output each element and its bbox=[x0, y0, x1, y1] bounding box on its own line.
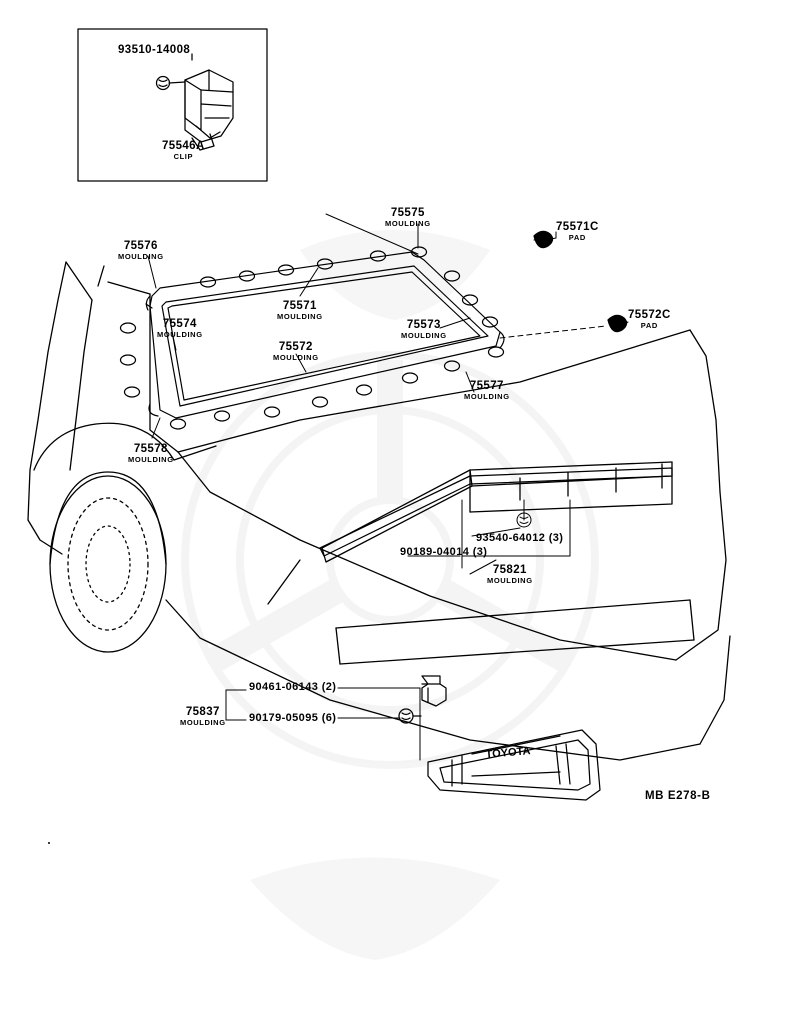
callout-sub: MOULDING bbox=[157, 329, 203, 339]
svg-text:TOYOTA: TOYOTA bbox=[485, 745, 531, 761]
callout-sub: MOULDING bbox=[118, 251, 164, 261]
callout-number: 75571 bbox=[282, 300, 317, 312]
callout-sub: MOULDING bbox=[487, 575, 533, 585]
callout-75572 bbox=[273, 342, 319, 361]
callout-sub: MOULDING bbox=[277, 311, 323, 321]
inset-callout-75546A bbox=[162, 141, 205, 160]
inset-part-number bbox=[118, 45, 190, 57]
callout-sub: PAD bbox=[568, 232, 586, 242]
callout-75578 bbox=[128, 444, 174, 463]
registration-dot bbox=[48, 842, 50, 844]
part-number-text: 90179-05095 (6) bbox=[249, 712, 337, 724]
callout-number: 75821 bbox=[492, 564, 527, 576]
inset-callout-number: 75546A bbox=[162, 140, 205, 152]
inset-part-number-text: 93510-14008 bbox=[118, 44, 191, 56]
callout-sub: MOULDING bbox=[401, 330, 447, 340]
callout-number: 75837 bbox=[185, 706, 220, 718]
callout-75571 bbox=[277, 301, 323, 320]
car-body-outline bbox=[28, 262, 730, 760]
callout-number: 75572C bbox=[628, 309, 671, 321]
back-panel-moulding-part bbox=[428, 730, 600, 800]
part-number-90461-06143 bbox=[249, 682, 336, 693]
callout-sub: MOULDING bbox=[464, 391, 510, 401]
callout-sub: MOULDING bbox=[180, 717, 226, 727]
callout-sub: PAD bbox=[640, 320, 658, 330]
part-number-90189-04014 bbox=[400, 547, 487, 558]
callout-75575 bbox=[385, 208, 431, 227]
callout-number: 75575 bbox=[390, 207, 425, 219]
callout-sub: MOULDING bbox=[273, 352, 319, 362]
callout-number: 75572 bbox=[278, 341, 313, 353]
callout-75576 bbox=[118, 241, 164, 260]
callout-sub: MOULDING bbox=[385, 218, 431, 228]
callout-number: 75578 bbox=[133, 443, 168, 455]
callout-number: 75577 bbox=[469, 380, 504, 392]
pad-parts bbox=[534, 231, 627, 331]
callout-75572C bbox=[628, 310, 671, 329]
part-number-text: 90189-04014 (3) bbox=[400, 546, 488, 558]
part-number-93540-64012 bbox=[476, 533, 563, 544]
part-number-text: 93540-64012 (3) bbox=[476, 532, 564, 544]
inset-callout-sub: CLIP bbox=[173, 151, 194, 161]
diagram-footer-code: MB E278-B bbox=[645, 790, 711, 802]
callout-75577 bbox=[464, 381, 510, 400]
callout-sub: MOULDING bbox=[128, 454, 174, 464]
callout-75573 bbox=[401, 320, 447, 339]
leader-lines bbox=[148, 214, 628, 760]
clip-illustration bbox=[157, 54, 234, 150]
callout-number: 75571C bbox=[556, 221, 599, 233]
callout-75837 bbox=[180, 707, 226, 726]
part-number-90179-05095 bbox=[249, 713, 336, 724]
callout-75574 bbox=[157, 319, 203, 338]
callout-75571C bbox=[556, 222, 599, 241]
callout-number: 75573 bbox=[406, 319, 441, 331]
callout-75821 bbox=[487, 565, 533, 584]
callout-number: 75574 bbox=[162, 318, 197, 330]
callout-number: 75576 bbox=[123, 240, 158, 252]
part-number-text: 90461-06143 (2) bbox=[249, 681, 337, 693]
fastener-icons bbox=[399, 676, 446, 723]
